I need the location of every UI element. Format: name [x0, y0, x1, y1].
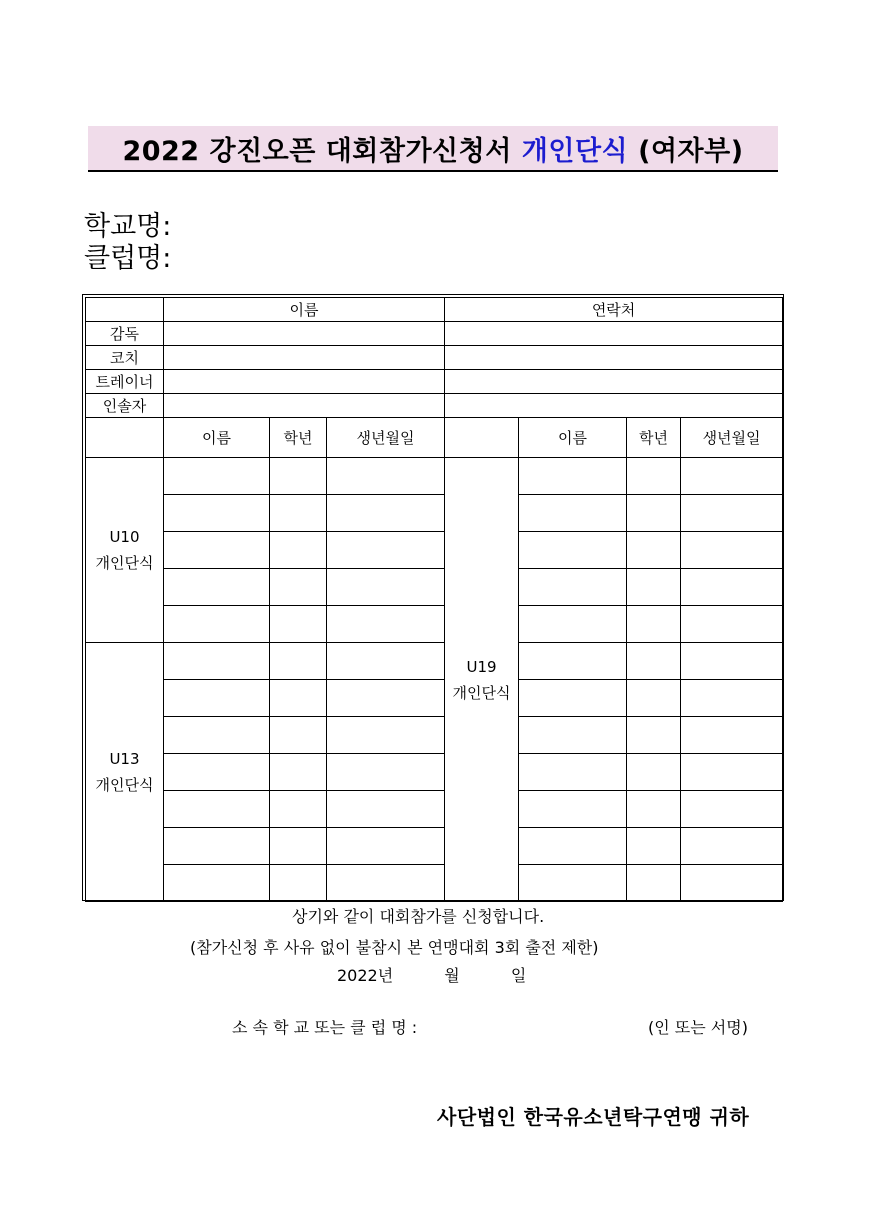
player-name-cell[interactable] — [519, 791, 627, 828]
player-grade-cell[interactable] — [270, 791, 327, 828]
staff-name-cell[interactable] — [164, 370, 445, 394]
player-row — [86, 643, 783, 680]
date-line — [337, 963, 526, 986]
group-label-u19 — [445, 458, 519, 902]
player-name-cell[interactable] — [164, 532, 270, 569]
date-month: 월 — [444, 966, 460, 985]
player-birth-cell[interactable] — [681, 680, 783, 717]
player-name-cell[interactable] — [164, 754, 270, 791]
player-name-cell[interactable] — [164, 458, 270, 495]
role-label-coach: 코치 — [86, 346, 164, 370]
group-label-u13 — [86, 643, 164, 902]
role-label-coach-head: 감독 — [86, 322, 164, 346]
player-header-row — [86, 418, 783, 458]
player-name-cell[interactable] — [164, 717, 270, 754]
player-grade-cell[interactable] — [627, 458, 681, 495]
role-label-chaperone: 인솔자 — [86, 394, 164, 418]
player-grade-cell[interactable] — [270, 458, 327, 495]
group-u10-event: 개인단식 — [95, 554, 154, 572]
group-label-u10 — [86, 458, 164, 643]
player-birth-cell[interactable] — [327, 495, 445, 532]
player-row — [86, 717, 783, 754]
player-grade-cell[interactable] — [627, 643, 681, 680]
player-birth-cell[interactable] — [327, 828, 445, 865]
col-header-grade: 학년 — [627, 418, 681, 458]
staff-contact-cell[interactable] — [445, 322, 783, 346]
col-header-name: 이름 — [519, 418, 627, 458]
player-birth-cell[interactable] — [681, 828, 783, 865]
player-name-cell[interactable] — [164, 680, 270, 717]
player-row — [86, 495, 783, 532]
player-name-cell[interactable] — [519, 717, 627, 754]
player-grade-cell[interactable] — [270, 865, 327, 902]
player-row — [86, 569, 783, 606]
player-name-cell[interactable] — [519, 754, 627, 791]
player-birth-cell[interactable] — [327, 791, 445, 828]
player-name-cell[interactable] — [519, 680, 627, 717]
staff-contact-cell[interactable] — [445, 346, 783, 370]
player-name-cell[interactable] — [164, 828, 270, 865]
player-corner-cell — [86, 418, 164, 458]
player-name-cell[interactable] — [164, 606, 270, 643]
col-header-grade: 학년 — [270, 418, 327, 458]
player-grade-cell[interactable] — [627, 680, 681, 717]
application-table — [85, 297, 783, 902]
title-highlight: 개인단식 — [521, 135, 629, 167]
signature-label: (인 또는 서명) — [648, 1018, 748, 1037]
player-corner-cell-right — [445, 418, 519, 458]
player-name-cell[interactable] — [519, 865, 627, 902]
player-birth-cell[interactable] — [681, 865, 783, 902]
col-header-birthdate: 생년월일 — [681, 418, 783, 458]
player-birth-cell[interactable] — [327, 532, 445, 569]
group-u19-event: 개인단식 — [452, 683, 511, 702]
player-birth-cell[interactable] — [681, 791, 783, 828]
affiliation-label: 소 속 학 교 또는 클 럽 명 : — [232, 1018, 418, 1037]
player-name-cell[interactable] — [519, 828, 627, 865]
player-name-cell[interactable] — [519, 643, 627, 680]
staff-row — [86, 346, 783, 370]
group-u13-code: U13 — [109, 750, 140, 768]
player-grade-cell[interactable] — [270, 606, 327, 643]
player-grade-cell[interactable] — [270, 495, 327, 532]
addressee: 사단법인 한국유소년탁구연맹 귀하 — [437, 1105, 750, 1129]
date-year: 2022년 — [337, 966, 394, 985]
col-header-birthdate: 생년월일 — [327, 418, 445, 458]
staff-name-cell[interactable] — [164, 322, 445, 346]
player-row — [86, 458, 783, 495]
player-grade-cell[interactable] — [627, 717, 681, 754]
player-birth-cell[interactable] — [327, 643, 445, 680]
group-u13-event: 개인단식 — [95, 776, 154, 794]
player-row — [86, 606, 783, 643]
player-grade-cell[interactable] — [270, 717, 327, 754]
player-grade-cell[interactable] — [627, 569, 681, 606]
player-row — [86, 791, 783, 828]
col-header-name: 이름 — [164, 418, 270, 458]
player-name-cell[interactable] — [519, 606, 627, 643]
group-u10-code: U10 — [109, 528, 140, 546]
staff-contact-cell[interactable] — [445, 370, 783, 394]
player-birth-cell[interactable] — [327, 569, 445, 606]
player-grade-cell[interactable] — [270, 828, 327, 865]
player-grade-cell[interactable] — [627, 828, 681, 865]
player-grade-cell[interactable] — [627, 865, 681, 902]
player-grade-cell[interactable] — [270, 532, 327, 569]
player-birth-cell[interactable] — [681, 495, 783, 532]
staff-header-row — [86, 298, 783, 322]
player-name-cell[interactable] — [519, 569, 627, 606]
player-birth-cell[interactable] — [327, 680, 445, 717]
penalty-notice: (참가신청 후 사유 없이 불참시 본 연맹대회 3회 출전 제한) — [190, 938, 599, 957]
staff-row — [86, 394, 783, 418]
player-birth-cell[interactable] — [327, 606, 445, 643]
player-row — [86, 865, 783, 902]
player-row — [86, 680, 783, 717]
player-grade-cell[interactable] — [270, 754, 327, 791]
title-prefix: 2022 강진오픈 대회참가신청서 — [122, 135, 512, 167]
school-name-label: 학교명: — [84, 211, 172, 242]
player-grade-cell[interactable] — [627, 495, 681, 532]
player-name-cell[interactable] — [164, 643, 270, 680]
player-name-cell[interactable] — [519, 532, 627, 569]
staff-row — [86, 322, 783, 346]
group-u19-code: U19 — [466, 657, 497, 676]
player-birth-cell[interactable] — [681, 717, 783, 754]
player-grade-cell[interactable] — [627, 606, 681, 643]
player-name-cell[interactable] — [164, 495, 270, 532]
player-name-cell[interactable] — [164, 791, 270, 828]
staff-corner-cell — [86, 298, 164, 322]
form-title — [88, 126, 778, 172]
staff-name-header: 이름 — [164, 298, 445, 322]
player-row — [86, 754, 783, 791]
player-grade-cell[interactable] — [627, 791, 681, 828]
player-birth-cell[interactable] — [681, 643, 783, 680]
club-name-label: 클럽명: — [84, 243, 172, 274]
staff-contact-cell[interactable] — [445, 394, 783, 418]
role-label-trainer: 트레이너 — [86, 370, 164, 394]
player-row — [86, 828, 783, 865]
staff-name-cell[interactable] — [164, 346, 445, 370]
player-grade-cell[interactable] — [627, 532, 681, 569]
title-suffix: (여자부) — [638, 135, 744, 167]
player-grade-cell[interactable] — [270, 680, 327, 717]
player-grade-cell[interactable] — [270, 643, 327, 680]
staff-name-cell[interactable] — [164, 394, 445, 418]
player-name-cell[interactable] — [519, 495, 627, 532]
player-grade-cell[interactable] — [270, 569, 327, 606]
staff-contact-header: 연락처 — [445, 298, 783, 322]
player-name-cell[interactable] — [519, 458, 627, 495]
player-name-cell[interactable] — [164, 569, 270, 606]
player-birth-cell[interactable] — [681, 458, 783, 495]
date-day: 일 — [510, 966, 527, 985]
player-birth-cell[interactable] — [327, 458, 445, 495]
player-birth-cell[interactable] — [681, 754, 783, 791]
player-birth-cell[interactable] — [681, 569, 783, 606]
player-birth-cell[interactable] — [327, 754, 445, 791]
application-statement: 상기와 같이 대회참가를 신청합니다. — [292, 907, 545, 926]
player-name-cell[interactable] — [164, 865, 270, 902]
player-birth-cell[interactable] — [327, 865, 445, 902]
player-grade-cell[interactable] — [627, 754, 681, 791]
player-row — [86, 532, 783, 569]
player-birth-cell[interactable] — [681, 606, 783, 643]
player-birth-cell[interactable] — [327, 717, 445, 754]
player-birth-cell[interactable] — [681, 532, 783, 569]
staff-row — [86, 370, 783, 394]
